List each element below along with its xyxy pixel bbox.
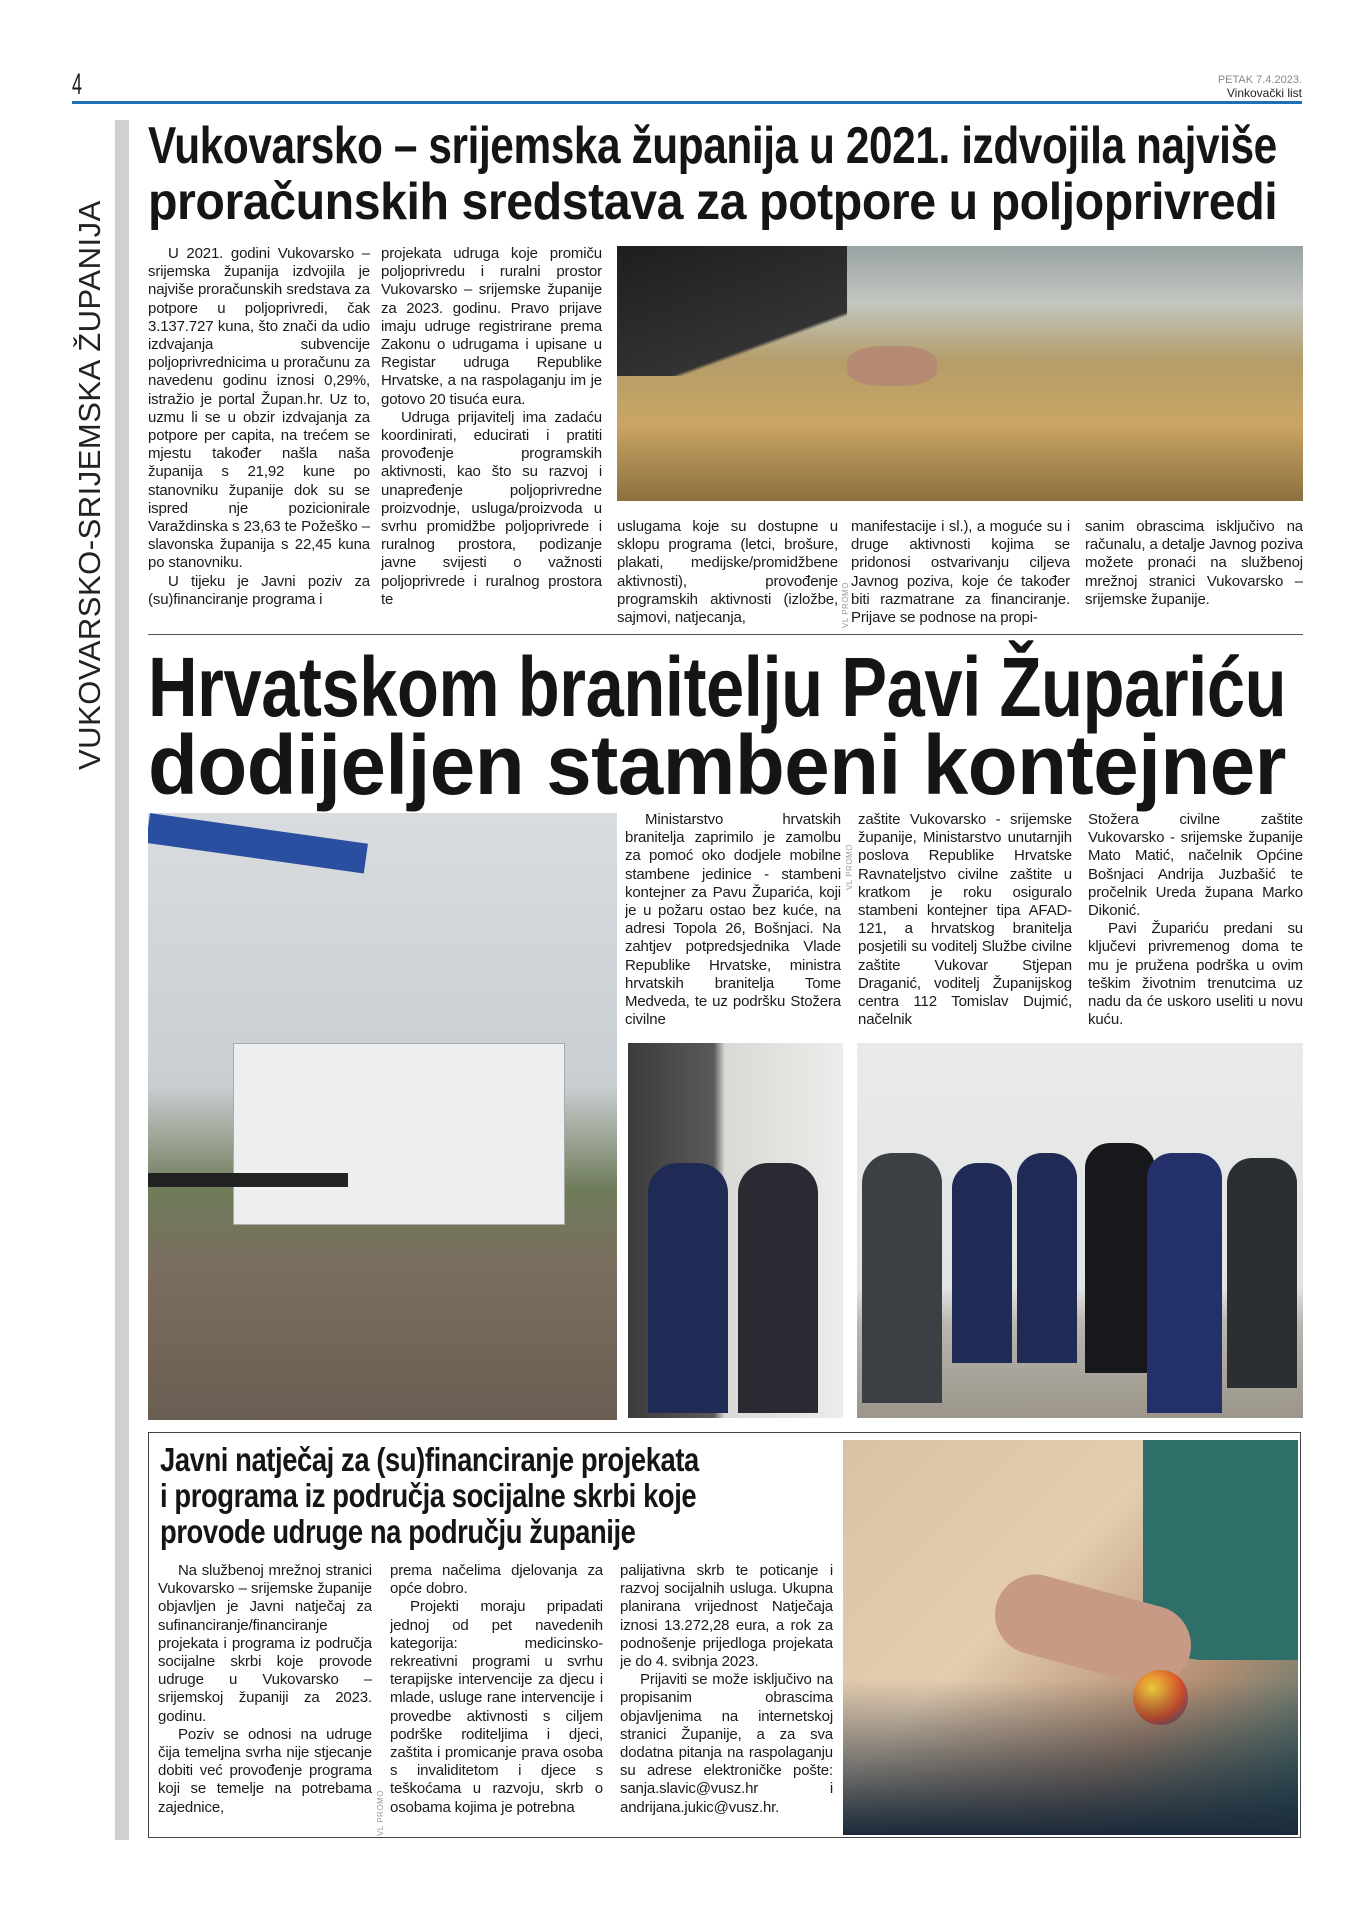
paragraph: Stožera civilne zaštite Vukovarsko - srijemske županije Mato Matić, načelnik Općine Bošnjaci Andrija Juzbašić te pročelnik Ureda župana Marko Dikonić. bbox=[1088, 811, 1303, 920]
article3-column-2 bbox=[390, 1562, 603, 1836]
paragraph: Pavi Župariću predani su ključevi privremenog doma te mu je pružena podrška u ovim teškim životnim trenutcima uz nadu da će uskoro useliti u novu kuću. bbox=[1088, 920, 1303, 1029]
paragraph: prema načelima djelovanja za opće dobro. bbox=[390, 1562, 603, 1598]
crane-container-photo bbox=[148, 813, 617, 1420]
title-line: dodijeljen stambeni kontejner bbox=[148, 718, 1286, 812]
title-line: proračunskih sredstava za potpore u poljoprivredi bbox=[148, 173, 1278, 231]
article1-column-4 bbox=[851, 518, 1070, 630]
article3-column-1 bbox=[158, 1562, 372, 1836]
article1-column-1 bbox=[148, 245, 370, 630]
section-bar bbox=[115, 120, 129, 1840]
article2-column-2 bbox=[858, 811, 1072, 1033]
man-shape bbox=[738, 1163, 818, 1413]
person-shape bbox=[1227, 1158, 1297, 1388]
paragraph: Na službenoj mrežnoj stranici Vukovarsko – srijemske županije objavljen je Javni natječaj za sufinanciranje/financiranje projekata i programa iz područja socijalne skrbi koje provode udruge u Vukovarsko – srijemskoj županiji za 2023. godinu. bbox=[158, 1562, 372, 1725]
article1-title bbox=[148, 118, 1300, 230]
paragraph: U tijeku je Javni poziv za (su)financiranje programa i bbox=[148, 572, 370, 608]
promo-label: VL PROMO bbox=[376, 1790, 385, 1836]
title-line: Vukovarsko – srijemska županija u 2021. izdvojila najviše bbox=[148, 117, 1277, 175]
sleeve-shape bbox=[617, 246, 847, 376]
article1-column-2 bbox=[381, 245, 602, 630]
crane-arm-shape bbox=[148, 813, 368, 873]
person-shape bbox=[1147, 1153, 1222, 1413]
title-line: Javni natječaj za (su)financiranje projekata bbox=[160, 1441, 699, 1478]
person-shape bbox=[862, 1153, 942, 1403]
paragraph: projekata udruga koje promiču poljoprivredu i ruralni prostor Vukovarsko – srijemske županije za 2023. godinu. Pravo prijave imaju udruge registrirane prema Zakonu o udrugama i upisane u Registar udruga Republike Hrvatske, a na raspolaganju im je gotovo 20 tisuća eura. bbox=[381, 245, 602, 408]
group-photo bbox=[857, 1043, 1303, 1418]
wheat-field-photo bbox=[617, 246, 1303, 501]
handshake-photo bbox=[628, 1043, 843, 1418]
article3-column-3 bbox=[620, 1562, 833, 1836]
title-line: Hrvatskom branitelju Pavi Župariću bbox=[148, 640, 1287, 734]
paragraph: Poziv se odnosi na udruge čija temeljna svrha nije stjecanje dobiti već provođenje programa koji se temelje na potrebama zajednice, bbox=[158, 1725, 372, 1816]
paragraph: Udruga prijavitelj ima zadaću koordinirati, educirati i pratiti provođenje programskih aktivnosti, kao što su razvoj i unapređenje poljoprivredne proizvodnje, usluga/proizvoda u svrhu promidžbe poljoprivrede i ruralnog prostora, podizanje javne svijesti o važnosti poljoprivrede i ruralnog prostora te bbox=[381, 408, 602, 608]
paragraph: palijativna skrb te poticanje i razvoj socijalnih usluga. Ukupna planirana vrijednost Natječaja iznosi 13.272,28 eura, a rok za podnošenje prijedloga projekata je do 4. svibnja 2023. bbox=[620, 1562, 833, 1671]
article2-title bbox=[148, 640, 1300, 812]
crane-beam-shape bbox=[148, 1173, 348, 1187]
article2-column-3 bbox=[1088, 811, 1303, 1033]
article3-title bbox=[160, 1442, 830, 1550]
shadow-shape bbox=[843, 1680, 1298, 1835]
page-number: 4 bbox=[72, 68, 83, 101]
person-shape bbox=[952, 1163, 1012, 1363]
section-label: VUKOVARSKO-SRIJEMSKA ŽUPANIJA bbox=[72, 200, 107, 770]
article2-column-1 bbox=[625, 811, 841, 1033]
paragraph: Projekti moraju pripadati jednoj od pet navedenih kategorija: medicinsko-rekreativni programi u svrhu terapijske intervencije za djecu i mlade, usluge rane intervencije i provedbe aktivnosti s ciljem podrške roditeljima i djeci, zaštita i promicanje prava osoba s invaliditetom i djece s teškoćama u razvoju, skrb o osobama kojima je potrebna bbox=[390, 1598, 603, 1816]
paragraph: manifestacije i sl.), a moguće su i druge aktivnosti kojima se pridonosi ostvarivanju ciljeva Javnog poziva, koje će također biti razmatrane za financiranje. Prijave se podnose na propi- bbox=[851, 518, 1070, 627]
elderly-care-photo bbox=[843, 1440, 1298, 1835]
paragraph: sanim obrascima isključivo na računalu, a detalje Javnog poziva možete pronaći na službenoj mrežnoj stranici Vukovarsko – srijemske županije. bbox=[1085, 518, 1303, 608]
promo-label: VL PROMO bbox=[841, 582, 850, 628]
paragraph: Prijaviti se može isključivo na propisanim obrascima objavljenima na internetskoj stranici Županije, a za sva dodatna pitanja na raspolaganju su adrese elektroničke pošte: sanja.slavic@vusz.hr i andrijana.jukic@vusz.hr. bbox=[620, 1671, 833, 1816]
promo-label: VL PROMO bbox=[845, 844, 854, 890]
officer-shape bbox=[648, 1163, 728, 1413]
article1-column-5 bbox=[1085, 518, 1303, 630]
paragraph: Ministarstvo hrvatskih branitelja zaprimilo je zamolbu za pomoć oko dodjele mobilne stambene jedinice - stambeni kontejner za Pavu Župarića, koji je u požaru ostao bez kuće, na adresi Topola 26, Bošnjaci. Na zahtjev potpredsjednika Vlade Republike Hrvatske, ministra hrvatskih branitelja Tome Medveda, te uz podršku Stožera civilne bbox=[625, 811, 841, 1029]
header-rule bbox=[72, 101, 1302, 104]
person-shape bbox=[1017, 1153, 1077, 1363]
paragraph: zaštite Vukovarsko - srijemske županije, Ministarstvo unutarnjih poslova Republike Hrvatske Ravnateljstvo civilne zaštite u kratkom je roku osiguralo stambeni kontejner tipa AFAD-121, a hrvatskog branitelja posjetili su voditelj Službe civilne zaštite Vukovar Stjepan Draganić, voditelj Županijskog centra 112 Tomislav Dujmić, načelnik bbox=[858, 811, 1072, 1029]
issue-date: PETAK 7.4.2023. bbox=[1217, 74, 1302, 86]
title-line: i programa iz područja socijalne skrbi koje bbox=[160, 1477, 697, 1514]
person-shape bbox=[1085, 1143, 1155, 1373]
paragraph: U 2021. godini Vukovarsko – srijemska županija izdvojila je najviše proračunskih sredstava za potpore u poljoprivredi, čak 3.137.727 kuna, što znači da udio izdvajanja subvencije poljoprivrednicima u proračunu za navedenu godinu iznosi 0,29%, istražio je portal Župan.hr. Uz to, uzmu li se u obzir izdvajanja za potpore per capita, na trećem se mjestu također našla naša županija s 21,92 kune po stanovniku županije dok su se ispred nje pozicionirale Varaždinska s 23,63 te Požeško – slavonska županija s 22,45 kuna po stanovniku. bbox=[148, 245, 370, 572]
title-line: provode udruge na području županije bbox=[160, 1513, 636, 1550]
container-shape bbox=[233, 1043, 565, 1225]
newspaper-name: Vinkovački list bbox=[1226, 86, 1302, 100]
article-separator bbox=[148, 634, 1303, 635]
article1-column-3 bbox=[617, 518, 838, 630]
paragraph: uslugama koje su dostupne u sklopu programa (letci, brošure, plakati, medijske/promidžbene aktivnosti), provođenje programskih aktivnosti (izložbe, sajmovi, natjecanja, bbox=[617, 518, 838, 627]
hand-shape bbox=[847, 346, 937, 386]
